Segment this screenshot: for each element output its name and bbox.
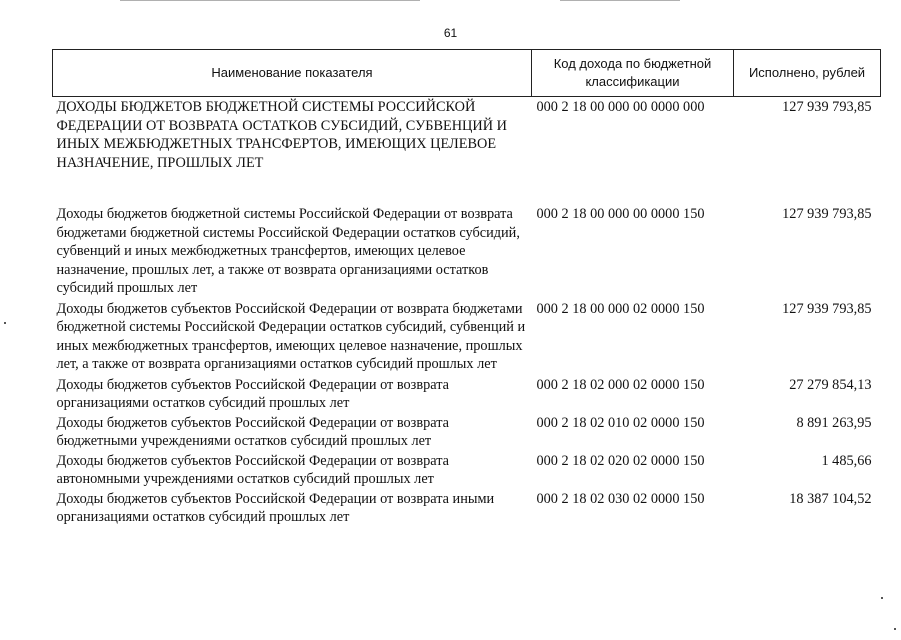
revenue-code: 000 2 18 02 010 02 0000 150 xyxy=(536,414,705,431)
executed-amount: 1 485,66 xyxy=(821,452,872,469)
indicator-name: ДОХОДЫ БЮДЖЕТОВ БЮДЖЕТНОЙ СИСТЕМЫ РОССИЙСКОЙ ФЕДЕРАЦИИ ОТ ВОЗВРАТА ОСТАТКОВ СУБСИДИЙ, СУБВЕНЦИЙ И ИНЫХ МЕЖБЮДЖЕТНЫХ ТРАНСФЕРТОВ, ИМЕЮЩИХ ЦЕЛЕВОЕ НАЗНАЧЕНИЕ, ПРОШЛЫХ ЛЕТ xyxy=(56,99,507,171)
page-number: 61 xyxy=(443,26,458,40)
table-row xyxy=(53,300,881,376)
executed-amount: 8 891 263,95 xyxy=(796,414,872,431)
column-header-code: Код дохода по бюджетной классификации xyxy=(532,50,734,97)
executed-amount: 127 939 793,85 xyxy=(782,99,872,115)
indicator-name: Доходы бюджетов субъектов Российской Федерации от возврата бюджетными учреждениями остатков субсидий прошлых лет xyxy=(56,414,449,449)
indicator-name: Доходы бюджетов субъектов Российской Федерации от возврата автономными учреждениями остатков субсидий прошлых лет xyxy=(56,452,449,487)
scan-speck xyxy=(4,322,6,324)
executed-amount: 27 279 854,13 xyxy=(789,376,872,393)
executed-amount: 127 939 793,85 xyxy=(782,206,872,222)
indicator-name: Доходы бюджетов субъектов Российской Федерации от возврата организациями остатков субсидий прошлых лет xyxy=(56,376,449,411)
revenue-code: 000 2 18 00 000 00 0000 150 xyxy=(536,206,705,222)
revenue-code: 000 2 18 02 000 02 0000 150 xyxy=(536,376,705,393)
table-row xyxy=(53,376,881,414)
revenue-code: 000 2 18 02 020 02 0000 150 xyxy=(536,452,705,469)
scan-speck xyxy=(894,628,896,630)
column-header-amount: Исполнено, рублей xyxy=(734,50,881,97)
indicator-name: Доходы бюджетов субъектов Российской Федерации от возврата иными организациями остатков субсидий прошлых лет xyxy=(56,490,495,525)
revenue-code: 000 2 18 00 000 02 0000 150 xyxy=(536,300,705,317)
scan-edge-line xyxy=(120,0,420,1)
table-row xyxy=(53,97,881,206)
table-header-row xyxy=(53,50,881,97)
revenue-table xyxy=(52,49,881,528)
table-row xyxy=(53,452,881,490)
executed-amount: 18 387 104,52 xyxy=(789,490,872,507)
table-row xyxy=(53,490,881,528)
table-row xyxy=(53,205,881,300)
column-header-name: Наименование показателя xyxy=(53,50,532,97)
indicator-name: Доходы бюджетов субъектов Российской Федерации от возврата бюджетами бюджетной системы Российской Федерации остатков субсидий, субвенций и иных межбюджетных трансфертов, имеющих целевое назначение, прошлых лет, а также от возврата организациями остатков субсидий прошлых лет xyxy=(56,300,526,372)
scan-speck xyxy=(881,597,883,599)
executed-amount: 127 939 793,85 xyxy=(782,300,872,317)
scan-edge-line xyxy=(560,0,680,1)
indicator-name: Доходы бюджетов бюджетной системы Российской Федерации от возврата бюджетами бюджетной системы Российской Федерации остатков субсидий, субвенций и иных межбюджетных трансфертов, имеющих целевое назначение, прошлых лет, а также от возврата организациями остатков субсидий прошлых лет xyxy=(56,206,520,296)
table-row xyxy=(53,414,881,452)
revenue-code: 000 2 18 00 000 00 0000 000 xyxy=(536,99,705,115)
revenue-code: 000 2 18 02 030 02 0000 150 xyxy=(536,490,705,507)
